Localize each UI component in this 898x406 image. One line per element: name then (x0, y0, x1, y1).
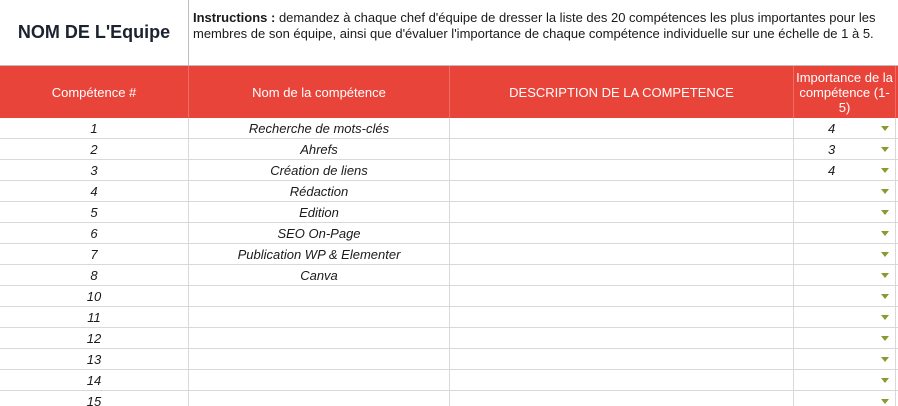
instructions-cell[interactable] (189, 0, 898, 66)
dropdown-arrow-icon[interactable] (881, 399, 889, 404)
importance-value: 4 (828, 120, 836, 136)
importance-dropdown[interactable] (794, 286, 896, 306)
importance-dropdown[interactable] (794, 118, 896, 138)
dropdown-arrow-icon[interactable] (881, 210, 889, 215)
skill-name-cell[interactable]: Publication WP & Elementer (189, 244, 450, 264)
skill-number-cell[interactable]: 1 (0, 118, 189, 138)
skill-description-cell[interactable] (450, 223, 794, 243)
importance-dropdown[interactable] (794, 181, 896, 201)
importance-dropdown[interactable] (794, 307, 896, 327)
importance-dropdown[interactable] (794, 160, 896, 180)
team-name-label: NOM DE L'Equipe (17, 22, 171, 42)
skill-number-cell[interactable]: 2 (0, 139, 189, 159)
column-header-description[interactable]: DESCRIPTION DE LA COMPETENCE (450, 66, 794, 118)
dropdown-arrow-icon[interactable] (881, 189, 889, 194)
table-row (0, 328, 898, 349)
dropdown-arrow-icon[interactable] (881, 378, 889, 383)
skill-name-cell[interactable]: Ahrefs (189, 139, 450, 159)
skill-description-cell[interactable] (450, 244, 794, 264)
importance-dropdown[interactable] (794, 328, 896, 348)
instructions-text: demandez à chaque chef d'équipe de dresser la liste des 20 compétences les plus importantes pour les membres de son équipe, ainsi que d'évaluer l'importance de chaque compétence individuelle sur une échelle de 1 à 5. (193, 10, 876, 41)
table-row (0, 160, 898, 181)
skill-number-cell[interactable]: 6 (0, 223, 189, 243)
skill-name-cell[interactable]: SEO On-Page (189, 223, 450, 243)
skill-description-cell[interactable] (450, 139, 794, 159)
skill-name-cell[interactable]: Rédaction (189, 181, 450, 201)
table-row (0, 391, 898, 406)
skill-number-cell[interactable]: 15 (0, 391, 189, 406)
skill-name-cell[interactable]: Edition (189, 202, 450, 222)
skill-description-cell[interactable] (450, 370, 794, 390)
skill-description-cell[interactable] (450, 181, 794, 201)
skill-number-cell[interactable]: 4 (0, 181, 189, 201)
table-row (0, 223, 898, 244)
skill-name-cell[interactable] (189, 307, 450, 327)
importance-dropdown[interactable] (794, 139, 896, 159)
skill-number-cell[interactable]: 13 (0, 349, 189, 369)
dropdown-arrow-icon[interactable] (881, 168, 889, 173)
table-row (0, 139, 898, 160)
skill-description-cell[interactable] (450, 328, 794, 348)
title-row (0, 0, 898, 66)
column-header-row (0, 66, 898, 118)
importance-dropdown[interactable] (794, 244, 896, 264)
dropdown-arrow-icon[interactable] (881, 357, 889, 362)
skill-number-cell[interactable]: 14 (0, 370, 189, 390)
skill-description-cell[interactable] (450, 307, 794, 327)
importance-dropdown[interactable] (794, 349, 896, 369)
skill-number-cell[interactable]: 11 (0, 307, 189, 327)
importance-value: 4 (828, 162, 836, 178)
skill-name-cell[interactable]: Création de liens (189, 160, 450, 180)
column-header-skill-name[interactable]: Nom de la compétence (189, 66, 450, 118)
skill-name-cell[interactable]: Recherche de mots-clés (189, 118, 450, 138)
importance-dropdown[interactable] (794, 265, 896, 285)
skill-name-cell[interactable] (189, 370, 450, 390)
column-header-importance[interactable]: Importance de la compétence (1-5) (794, 66, 896, 118)
table-row (0, 202, 898, 223)
skills-table (0, 118, 898, 406)
importance-value: 3 (828, 141, 836, 157)
importance-dropdown[interactable] (794, 391, 896, 406)
skill-number-cell[interactable]: 8 (0, 265, 189, 285)
skill-number-cell[interactable]: 12 (0, 328, 189, 348)
importance-dropdown[interactable] (794, 223, 896, 243)
table-row (0, 265, 898, 286)
table-row (0, 307, 898, 328)
instructions-bold-label: Instructions : (193, 10, 276, 25)
skill-number-cell[interactable]: 5 (0, 202, 189, 222)
table-row (0, 181, 898, 202)
table-row (0, 286, 898, 307)
dropdown-arrow-icon[interactable] (881, 126, 889, 131)
importance-dropdown[interactable] (794, 202, 896, 222)
skill-name-cell[interactable] (189, 391, 450, 406)
skill-number-cell[interactable]: 7 (0, 244, 189, 264)
skill-name-cell[interactable] (189, 349, 450, 369)
skill-description-cell[interactable] (450, 118, 794, 138)
table-row (0, 244, 898, 265)
table-row (0, 370, 898, 391)
skill-description-cell[interactable] (450, 286, 794, 306)
table-row (0, 349, 898, 370)
importance-dropdown[interactable] (794, 370, 896, 390)
skill-description-cell[interactable] (450, 349, 794, 369)
skill-description-cell[interactable] (450, 391, 794, 406)
skill-description-cell[interactable] (450, 202, 794, 222)
dropdown-arrow-icon[interactable] (881, 273, 889, 278)
skill-description-cell[interactable] (450, 160, 794, 180)
dropdown-arrow-icon[interactable] (881, 252, 889, 257)
skill-name-cell[interactable] (189, 286, 450, 306)
skill-name-cell[interactable]: Canva (189, 265, 450, 285)
column-header-number[interactable]: Compétence # (0, 66, 189, 118)
skill-description-cell[interactable] (450, 265, 794, 285)
skill-name-cell[interactable] (189, 328, 450, 348)
skill-number-cell[interactable]: 3 (0, 160, 189, 180)
skill-number-cell[interactable]: 10 (0, 286, 189, 306)
dropdown-arrow-icon[interactable] (881, 336, 889, 341)
table-row (0, 118, 898, 139)
dropdown-arrow-icon[interactable] (881, 315, 889, 320)
dropdown-arrow-icon[interactable] (881, 231, 889, 236)
dropdown-arrow-icon[interactable] (881, 294, 889, 299)
team-name-cell[interactable] (0, 0, 189, 66)
dropdown-arrow-icon[interactable] (881, 147, 889, 152)
